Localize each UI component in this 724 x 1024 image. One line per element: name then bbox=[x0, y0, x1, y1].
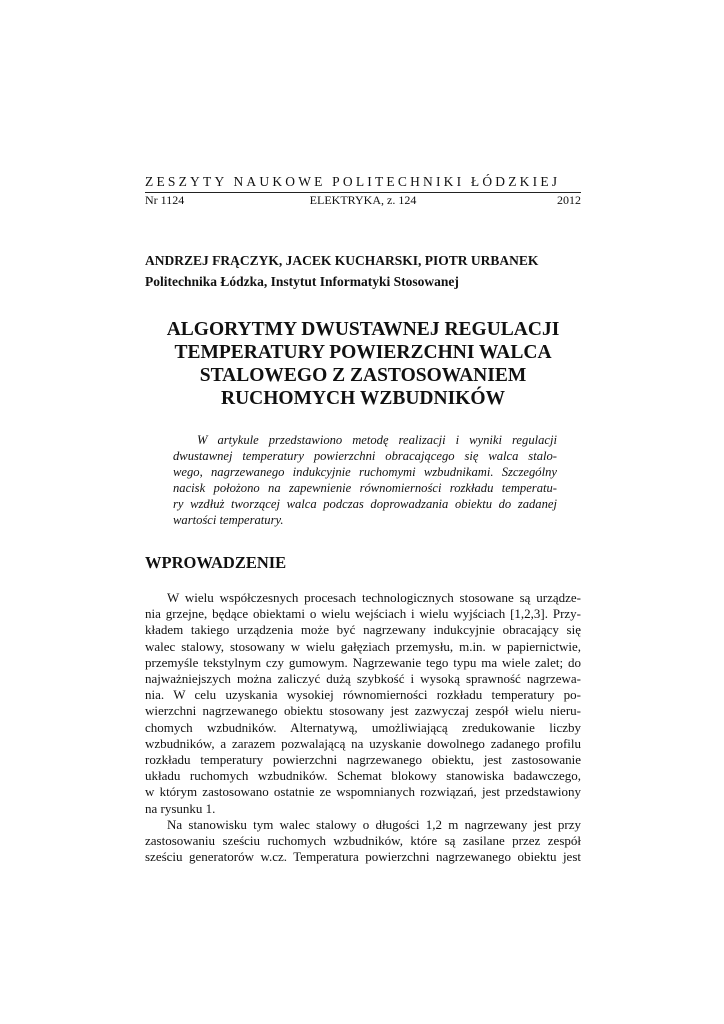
abstract bbox=[173, 432, 557, 528]
title-line: TEMPERATURY POWIERZCHNI WALCA bbox=[174, 342, 552, 363]
body-line: nia grzejne, będące obiektami o wielu wejściach i wielu wyjściach [1,2,3]. Przy- bbox=[145, 606, 581, 622]
body-line: walec stalowy, stosowany w wielu gałęziach przemysłu, m.in. w papiernictwie, bbox=[145, 638, 581, 654]
issue-info bbox=[145, 193, 581, 207]
body-line: rozkładu temperatury powierzchni nagrzewanego obiektu, jest zastosowanie bbox=[145, 752, 581, 768]
abstract-line: wartości temperatury. bbox=[173, 513, 284, 527]
section-heading: WPROWADZENIE bbox=[145, 553, 287, 572]
abstract-line: nacisk położono na zapewnienie równomierności rozkładu temperatu- bbox=[173, 481, 557, 495]
issue-number: Nr 1124 bbox=[145, 193, 185, 207]
affiliation: Politechnika Łódzka, Instytut Informatyki Stosowanej bbox=[145, 274, 459, 289]
body-line: chomych wzbudników. Alternatywą, umożliwiającą zredukowanie liczby bbox=[145, 719, 581, 735]
body-line: przemyśle tekstylnym czy gumowym. Nagrzewanie tego typu ma wiele zalet; do bbox=[145, 654, 581, 670]
series-info: ELEKTRYKA, z. 124 bbox=[309, 193, 417, 207]
body-line: W wielu współczesnych procesach technologicznych stosowane są urządze- bbox=[167, 590, 581, 605]
body-line: w którym zastosowano ostatnie ze wspomnianych rozwiązań, jest przedstawiony bbox=[145, 784, 581, 800]
body-line: wierzchni nagrzewanego obiektu stosowany jest zazwyczaj zespół wielu nieru- bbox=[145, 703, 581, 719]
publication-year: 2012 bbox=[557, 193, 581, 207]
abstract-line: ry wzdłuż tworzącej walca podczas doprowadzania obiektu do zadanej bbox=[173, 497, 557, 511]
body-line: sześciu generatorów w.cz. Temperatura powierzchni nagrzewanego obiektu jest bbox=[145, 849, 581, 865]
title-line: ALGORYTMY DWUSTAWNEJ REGULACJI bbox=[166, 319, 560, 340]
body-line: na rysunku 1. bbox=[145, 800, 216, 816]
abstract-line: dwustawnej temperatury powierzchni obracającego się walca stalo- bbox=[173, 449, 557, 463]
journal-name: ZESZYTY NAUKOWE POLITECHNIKI ŁÓDZKIEJ bbox=[145, 174, 561, 189]
body-line: układu ruchomych wzbudników. Schemat blokowy stanowiska badawczego, bbox=[145, 768, 581, 784]
body-line: zastosowaniu sześciu ruchomych wzbudników, które są zasilane przez zespół bbox=[145, 833, 581, 849]
body-line: nia. W celu uzyskania wysokiej równomierności rozkładu temperatury po- bbox=[145, 687, 581, 703]
abstract-line: wego, nagrzewanego indukcyjnie ruchomymi wzbudnikami. Szczególny bbox=[173, 465, 557, 479]
paper-title bbox=[145, 318, 581, 410]
body-line: najważniejszych można zaliczyć dużą szybkość i wysoką sprawność nagrzewa- bbox=[145, 671, 581, 687]
body-line: wzbudników, a zarazem pozwalającą na uzyskanie dowolnego zadanego profilu bbox=[145, 735, 581, 751]
body-text bbox=[145, 590, 581, 865]
body-line: kładem takiego urządzenia może być nagrzewany indukcyjnie obracający się bbox=[145, 622, 581, 638]
title-line: RUCHOMYCH WZBUDNIKÓW bbox=[220, 388, 506, 409]
abstract-line: W artykule przedstawiono metodę realizacji i wyniki regulacji bbox=[197, 433, 557, 447]
authors: ANDRZEJ FRĄCZYK, JACEK KUCHARSKI, PIOTR URBANEK bbox=[145, 253, 539, 268]
title-line: STALOWEGO Z ZASTOSOWANIEM bbox=[199, 365, 527, 386]
body-line: Na stanowisku tym walec stalowy o długości 1,2 m nagrzewany jest przy bbox=[167, 816, 581, 832]
